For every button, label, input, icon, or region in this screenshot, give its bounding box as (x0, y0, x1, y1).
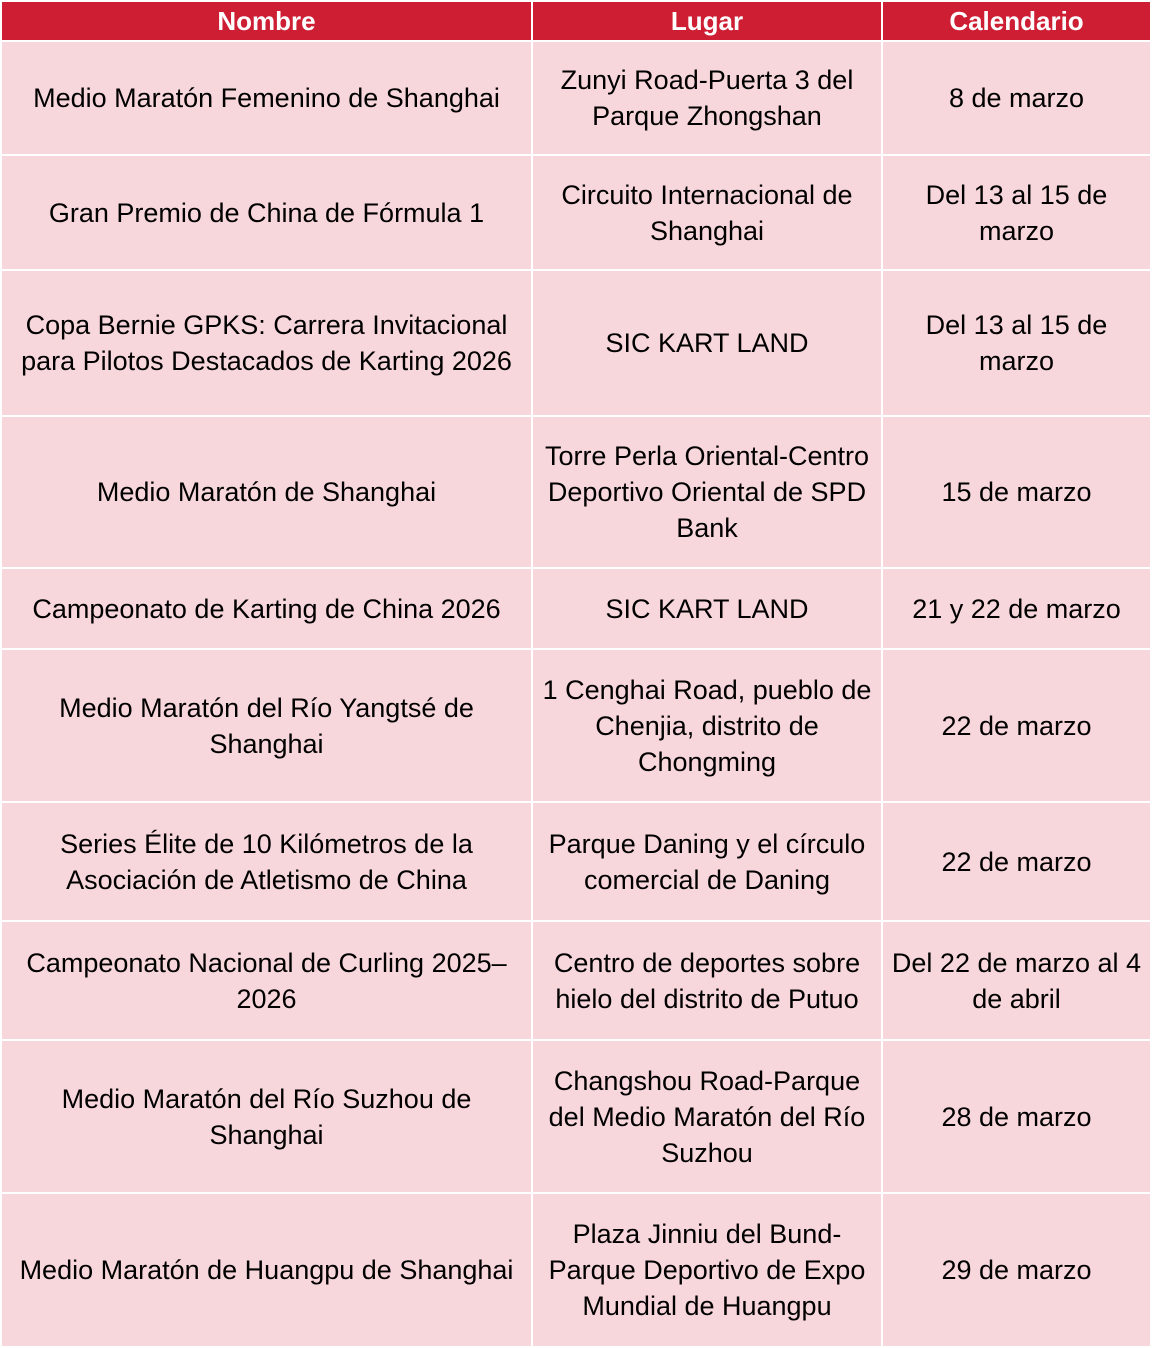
event-name-cell: Series Élite de 10 Kilómetros de la Asociación de Atletismo de China (1, 802, 532, 921)
event-date-cell: 29 de marzo (882, 1193, 1151, 1347)
event-name-cell: Medio Maratón del Río Yangtsé de Shanghai (1, 649, 532, 802)
event-venue-cell: SIC KART LAND (532, 270, 882, 416)
event-venue-cell: Torre Perla Oriental-Centro Deportivo Oriental de SPD Bank (532, 416, 882, 568)
event-venue-cell: Centro de deportes sobre hielo del distrito de Putuo (532, 921, 882, 1040)
table-row (1, 568, 1151, 649)
table-row (1, 416, 1151, 568)
event-name-cell: Campeonato Nacional de Curling 2025–2026 (1, 921, 532, 1040)
event-date-cell: Del 13 al 15 de marzo (882, 270, 1151, 416)
table-row (1, 270, 1151, 416)
event-venue-cell: 1 Cenghai Road, pueblo de Chenjia, distrito de Chongming (532, 649, 882, 802)
event-name-cell: Campeonato de Karting de China 2026 (1, 568, 532, 649)
column-header-lugar: Lugar (532, 1, 882, 41)
event-date-cell: 21 y 22 de marzo (882, 568, 1151, 649)
event-venue-cell: SIC KART LAND (532, 568, 882, 649)
header-row (1, 1, 1151, 41)
event-date-cell: 8 de marzo (882, 41, 1151, 155)
event-venue-cell: Zunyi Road-Puerta 3 del Parque Zhongshan (532, 41, 882, 155)
event-name-cell: Medio Maratón del Río Suzhou de Shanghai (1, 1040, 532, 1193)
event-venue-cell: Circuito Internacional de Shanghai (532, 155, 882, 270)
column-header-calendario: Calendario (882, 1, 1151, 41)
event-venue-cell: Plaza Jinniu del Bund-Parque Deportivo de Expo Mundial de Huangpu (532, 1193, 882, 1347)
table-row (1, 921, 1151, 1040)
event-date-cell: 15 de marzo (882, 416, 1151, 568)
event-name-cell: Medio Maratón de Huangpu de Shanghai (1, 1193, 532, 1347)
table-row (1, 155, 1151, 270)
table-row (1, 1040, 1151, 1193)
event-date-cell: 22 de marzo (882, 802, 1151, 921)
column-header-nombre: Nombre (1, 1, 532, 41)
table-row (1, 41, 1151, 155)
event-name-cell: Copa Bernie GPKS: Carrera Invitacional para Pilotos Destacados de Karting 2026 (1, 270, 532, 416)
event-name-cell: Medio Maratón Femenino de Shanghai (1, 41, 532, 155)
event-date-cell: Del 22 de marzo al 4 de abril (882, 921, 1151, 1040)
event-venue-cell: Changshou Road-Parque del Medio Maratón del Río Suzhou (532, 1040, 882, 1193)
event-venue-cell: Parque Daning y el círculo comercial de Daning (532, 802, 882, 921)
event-date-cell: Del 13 al 15 de marzo (882, 155, 1151, 270)
event-date-cell: 22 de marzo (882, 649, 1151, 802)
event-name-cell: Medio Maratón de Shanghai (1, 416, 532, 568)
table-row (1, 802, 1151, 921)
event-name-cell: Gran Premio de China de Fórmula 1 (1, 155, 532, 270)
event-date-cell: 28 de marzo (882, 1040, 1151, 1193)
table-row (1, 649, 1151, 802)
table-row (1, 1193, 1151, 1347)
